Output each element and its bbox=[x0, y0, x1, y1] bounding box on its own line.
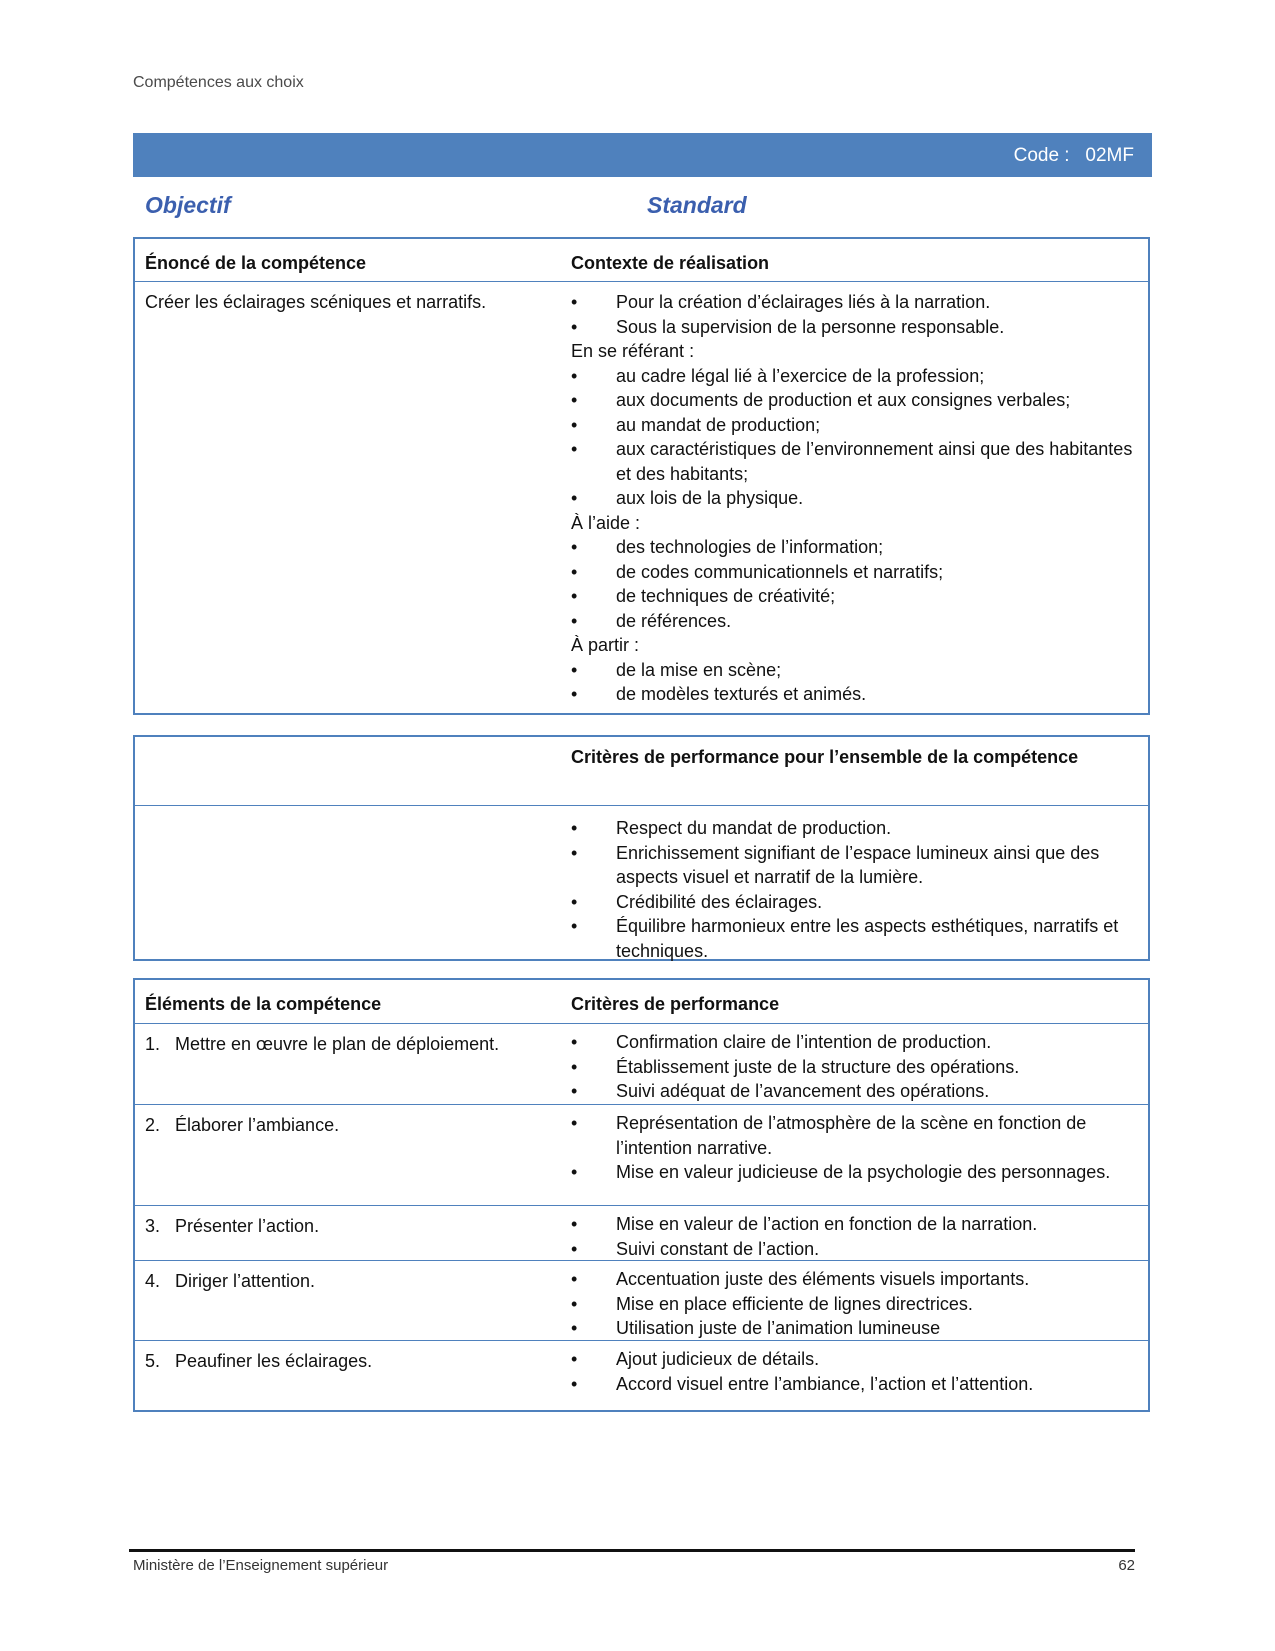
table-row bbox=[135, 1105, 1148, 1206]
bullet-icon: • bbox=[571, 610, 578, 631]
context-heading: Contexte de réalisation bbox=[571, 253, 770, 273]
bullet-icon: • bbox=[571, 316, 578, 337]
bullet-icon: • bbox=[571, 1318, 578, 1338]
list-item bbox=[571, 1030, 1138, 1055]
bullet-icon: • bbox=[571, 414, 578, 435]
list-item-text: Respect du mandat de production. bbox=[616, 818, 892, 838]
list-item bbox=[571, 914, 1138, 963]
elements-box bbox=[133, 978, 1150, 1412]
bullet-icon: • bbox=[571, 488, 578, 508]
bullet-list bbox=[571, 364, 1138, 511]
element-cell bbox=[145, 1349, 535, 1374]
bullet-icon: • bbox=[571, 561, 578, 582]
list-item-text: au cadre légal lié à l’exercice de la profession; bbox=[616, 365, 985, 386]
bullet-list bbox=[571, 535, 1138, 633]
context-intro: En se référant : bbox=[571, 341, 695, 361]
list-item-text: Suivi constant de l’action. bbox=[616, 1238, 820, 1259]
table-row bbox=[135, 1261, 1148, 1341]
list-item bbox=[571, 1160, 1138, 1185]
context-intro: À partir : bbox=[571, 635, 640, 655]
list-item bbox=[571, 535, 1138, 560]
top-label: Compétences aux choix bbox=[133, 74, 304, 91]
global-criteria-list bbox=[571, 816, 1138, 963]
global-criteria-header bbox=[135, 737, 1148, 806]
list-item-text: Confirmation claire de l’intention de production. bbox=[616, 1032, 992, 1052]
list-item-text: de la mise en scène; bbox=[616, 659, 782, 680]
bullet-list bbox=[571, 290, 1138, 339]
bullet-icon: • bbox=[571, 1113, 578, 1133]
list-item-text: aux caractéristiques de l’environnement ainsi que des habitantes et des habitants; bbox=[616, 439, 1133, 484]
elements-box-header bbox=[135, 980, 1148, 1024]
elements-rows bbox=[135, 1024, 1148, 1397]
list-item-text: Établissement juste de la structure des opérations. bbox=[616, 1056, 1020, 1077]
list-item-text: Sous la supervision de la personne responsable. bbox=[616, 316, 1005, 337]
element-cell bbox=[145, 1113, 535, 1138]
list-item bbox=[571, 1079, 1138, 1104]
list-item-text: de codes communicationnels et narratifs; bbox=[616, 561, 944, 582]
list-item-text: Crédibilité des éclairages. bbox=[616, 891, 823, 912]
list-item-text: de techniques de créativité; bbox=[616, 586, 836, 606]
bullet-icon: • bbox=[571, 1081, 578, 1101]
list-item bbox=[571, 1292, 1138, 1317]
criteria-cell bbox=[571, 1267, 1138, 1341]
bullet-list bbox=[571, 1347, 1138, 1396]
list-item bbox=[571, 364, 1138, 389]
list-item-text: Pour la création d’éclairages liés à la narration. bbox=[616, 292, 991, 312]
element-text: Diriger l’attention. bbox=[175, 1271, 316, 1291]
list-item bbox=[571, 290, 1138, 315]
list-item bbox=[571, 560, 1138, 585]
element-item bbox=[145, 1113, 535, 1138]
bullet-icon: • bbox=[571, 586, 578, 606]
list-item-text: aux lois de la physique. bbox=[616, 488, 804, 508]
bullet-list bbox=[571, 1030, 1138, 1104]
bullet-list bbox=[571, 1212, 1138, 1261]
competence-box-header bbox=[135, 239, 1148, 282]
list-item-text: Mise en valeur judicieuse de la psychologie des personnages. bbox=[616, 1162, 1111, 1182]
list-item-text: de références. bbox=[616, 610, 732, 631]
element-item bbox=[145, 1269, 535, 1294]
list-item-text: de modèles texturés et animés. bbox=[616, 684, 867, 704]
list-item-text: Suivi adéquat de l’avancement des opérations. bbox=[616, 1081, 990, 1101]
bullet-icon: • bbox=[571, 1056, 578, 1077]
element-cell bbox=[145, 1214, 535, 1239]
code-text: Code : 02MF bbox=[1013, 145, 1134, 166]
bullet-list bbox=[571, 816, 1138, 963]
criteria-cell bbox=[571, 1347, 1138, 1396]
list-item bbox=[571, 609, 1138, 634]
bullet-icon: • bbox=[571, 365, 578, 386]
bullet-icon: • bbox=[571, 1373, 578, 1394]
list-item bbox=[571, 682, 1138, 707]
footer-rule bbox=[129, 1549, 1135, 1552]
bullet-icon: • bbox=[571, 916, 578, 936]
code-bar bbox=[133, 133, 1152, 177]
list-item-text: au mandat de production; bbox=[616, 414, 821, 435]
list-item bbox=[571, 486, 1138, 511]
element-text: Présenter l’action. bbox=[175, 1216, 320, 1236]
bullet-icon: • bbox=[571, 818, 578, 838]
list-item-text: Accentuation juste des éléments visuels importants. bbox=[616, 1269, 1030, 1289]
criteria-heading: Critères de performance bbox=[571, 994, 780, 1014]
list-item-text: Mise en valeur de l’action en fonction de la narration. bbox=[616, 1214, 1038, 1234]
list-item bbox=[571, 1111, 1138, 1160]
table-row bbox=[135, 1206, 1148, 1261]
table-row bbox=[135, 1024, 1148, 1105]
bullet-icon: • bbox=[571, 390, 578, 410]
element-text: Mettre en œuvre le plan de déploiement. bbox=[175, 1034, 500, 1054]
list-item bbox=[571, 1316, 1138, 1341]
bullet-icon: • bbox=[571, 1032, 578, 1052]
list-item bbox=[571, 413, 1138, 438]
statement-heading: Énoncé de la compétence bbox=[145, 253, 367, 273]
list-item bbox=[571, 1237, 1138, 1262]
element-number: 3. bbox=[145, 1216, 161, 1236]
list-item-text: aux documents de production et aux consignes verbales; bbox=[616, 390, 1071, 410]
element-item bbox=[145, 1349, 535, 1374]
competence-box bbox=[133, 237, 1150, 715]
bullet-icon: • bbox=[571, 842, 578, 863]
bullet-icon: • bbox=[571, 1238, 578, 1259]
list-item bbox=[571, 584, 1138, 609]
bullet-icon: • bbox=[571, 1162, 578, 1182]
list-item bbox=[571, 1267, 1138, 1292]
bullet-list bbox=[571, 1111, 1138, 1185]
list-item bbox=[571, 658, 1138, 683]
list-item-text: Mise en place efficiente de lignes directrices. bbox=[616, 1293, 973, 1314]
standard-heading: Standard bbox=[647, 192, 747, 218]
bullet-icon: • bbox=[571, 292, 578, 312]
list-item-text: Représentation de l’atmosphère de la scène en fonction de l’intention narrative. bbox=[616, 1113, 1087, 1158]
criteria-cell bbox=[571, 1111, 1138, 1185]
elements-heading: Éléments de la compétence bbox=[145, 994, 382, 1014]
element-number: 5. bbox=[145, 1351, 161, 1371]
list-item bbox=[571, 1372, 1138, 1397]
list-item-text: Enrichissement signifiant de l’espace lumineux ainsi que des aspects visuel et narratif de la lumière. bbox=[616, 842, 1100, 887]
section-headings bbox=[133, 192, 1152, 224]
bullet-icon: • bbox=[571, 1349, 578, 1369]
context-intro: À l’aide : bbox=[571, 512, 641, 533]
bullet-icon: • bbox=[571, 1214, 578, 1234]
global-criteria-box bbox=[133, 735, 1150, 961]
bullet-icon: • bbox=[571, 439, 578, 459]
element-cell bbox=[145, 1032, 535, 1057]
bullet-icon: • bbox=[571, 537, 578, 557]
element-item bbox=[145, 1214, 535, 1239]
context-list bbox=[571, 290, 1138, 707]
list-item-text: Utilisation juste de l’animation lumineuse bbox=[616, 1318, 941, 1338]
list-item bbox=[571, 1055, 1138, 1080]
bullet-list bbox=[571, 658, 1138, 707]
list-item bbox=[571, 1212, 1138, 1237]
element-text: Élaborer l’ambiance. bbox=[175, 1115, 340, 1135]
element-text: Peaufiner les éclairages. bbox=[175, 1351, 373, 1371]
list-item bbox=[571, 890, 1138, 915]
table-row bbox=[135, 1341, 1148, 1397]
element-item bbox=[145, 1032, 535, 1057]
element-number: 4. bbox=[145, 1271, 161, 1291]
bullet-icon: • bbox=[571, 684, 578, 704]
bullet-icon: • bbox=[571, 659, 578, 680]
list-item-text: des technologies de l’information; bbox=[616, 537, 884, 557]
bullet-icon: • bbox=[571, 891, 578, 912]
list-item-text: Équilibre harmonieux entre les aspects esthétiques, narratifs et techniques. bbox=[616, 916, 1119, 961]
list-item-text: Ajout judicieux de détails. bbox=[616, 1349, 820, 1369]
list-item bbox=[571, 437, 1138, 486]
bullet-list bbox=[571, 1267, 1138, 1341]
criteria-cell bbox=[571, 1030, 1138, 1104]
list-item bbox=[571, 1347, 1138, 1372]
bullet-icon: • bbox=[571, 1293, 578, 1314]
footer-page-number: 62 bbox=[1118, 1557, 1135, 1574]
code-value: 02MF bbox=[1085, 145, 1134, 166]
element-cell bbox=[145, 1269, 535, 1294]
element-number: 1. bbox=[145, 1034, 161, 1054]
list-item-text: Accord visuel entre l’ambiance, l’action et l’attention. bbox=[616, 1373, 1034, 1394]
objectif-heading: Objectif bbox=[145, 192, 231, 218]
global-criteria-heading: Critères de performance pour l’ensemble de la compétence bbox=[571, 747, 1079, 767]
list-item bbox=[571, 841, 1138, 890]
footer-ministry: Ministère de l’Enseignement supérieur bbox=[133, 1557, 389, 1574]
list-item bbox=[571, 816, 1138, 841]
bullet-icon: • bbox=[571, 1269, 578, 1289]
competence-statement: Créer les éclairages scéniques et narratifs. bbox=[145, 292, 487, 312]
list-item bbox=[571, 315, 1138, 340]
element-number: 2. bbox=[145, 1115, 161, 1135]
list-item bbox=[571, 388, 1138, 413]
criteria-cell bbox=[571, 1212, 1138, 1261]
